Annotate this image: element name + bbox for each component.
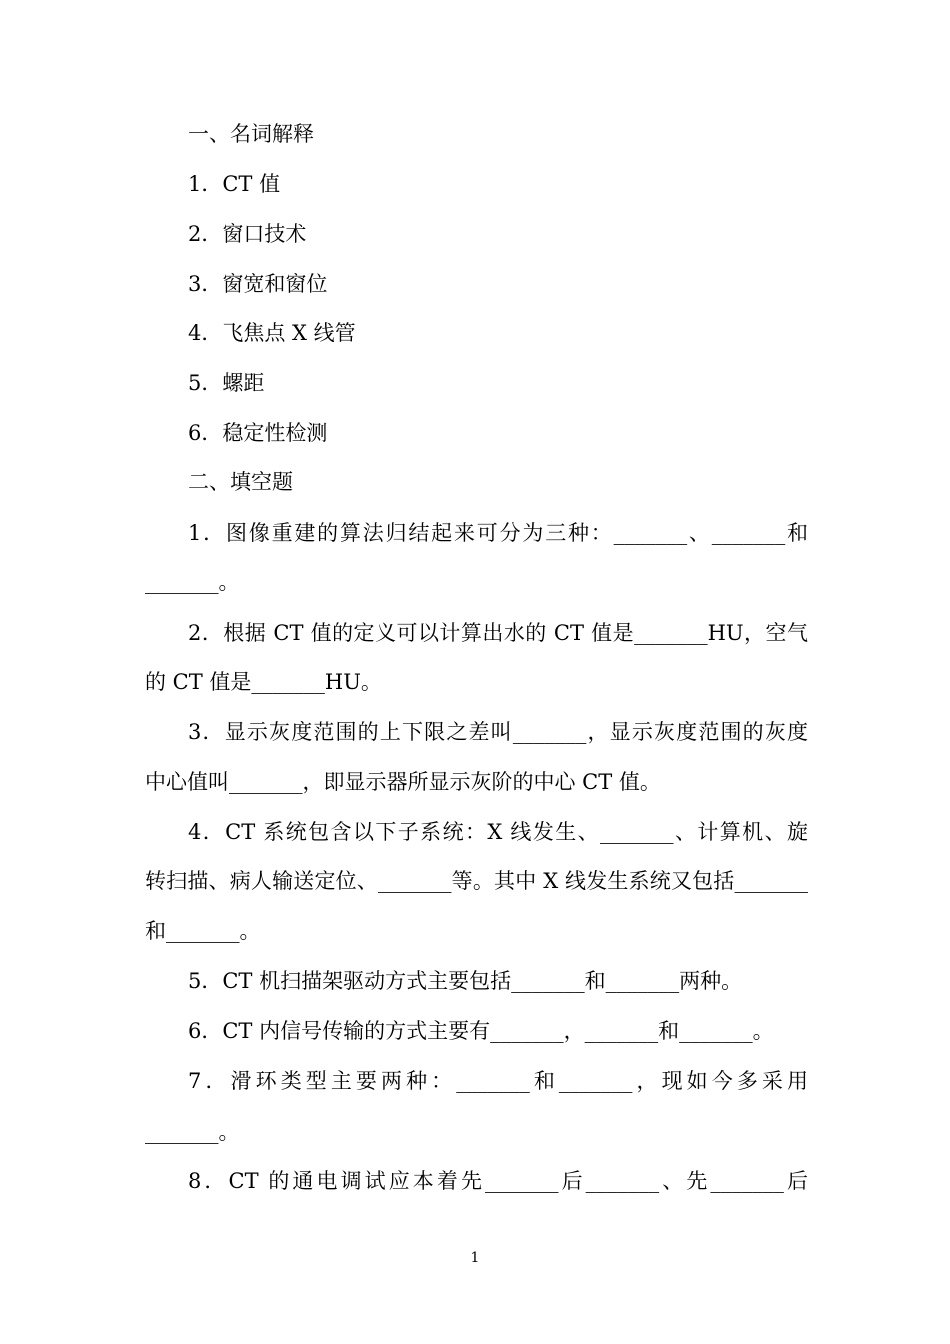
term-item: 1．CT 值 [188,172,281,196]
question-line: 1．图像重建的算法归结起来可分为三种：_______、_______和 [188,521,808,545]
term-item: 2．窗口技术 [188,222,307,246]
question-line: 4．CT 系统包含以下子系统：X 线发生、_______、计算机、旋 [188,820,808,844]
question-line: 转扫描、病人输送定位、_______等。其中 X 线发生系统又包括_______ [145,869,808,893]
question-line: 8．CT 的通电调试应本着先_______后_______、先_______后 [188,1169,808,1193]
question-line: 中心值叫_______，即显示器所显示灰阶的中心 CT 值。 [145,770,661,794]
question-line: 7．滑环类型主要两种：_______和_______，现如今多采用 [188,1069,808,1093]
question-line: _______。 [145,1120,240,1144]
question-line: 的 CT 值是_______HU。 [145,670,382,694]
term-item: 6．稳定性检测 [188,421,328,445]
question-line: _______。 [145,570,240,594]
term-item: 4．飞焦点 X 线管 [188,321,356,345]
question-line: 5．CT 机扫描架驱动方式主要包括_______和_______两种。 [188,969,743,993]
term-item: 3．窗宽和窗位 [188,272,328,296]
question-line: 3．显示灰度范围的上下限之差叫_______，显示灰度范围的灰度 [188,720,808,744]
question-line: 2．根据 CT 值的定义可以计算出水的 CT 值是_______HU，空气 [188,621,808,645]
question-line: 和_______。 [145,919,261,943]
term-item: 5．螺距 [188,371,265,395]
question-line: 6．CT 内信号传输的方式主要有_______，_______和_______。 [188,1019,774,1043]
section-heading-fill-blank: 二、填空题 [188,470,293,494]
page-number: 1 [470,1250,480,1266]
section-heading-terms: 一、名词解释 [188,122,314,146]
